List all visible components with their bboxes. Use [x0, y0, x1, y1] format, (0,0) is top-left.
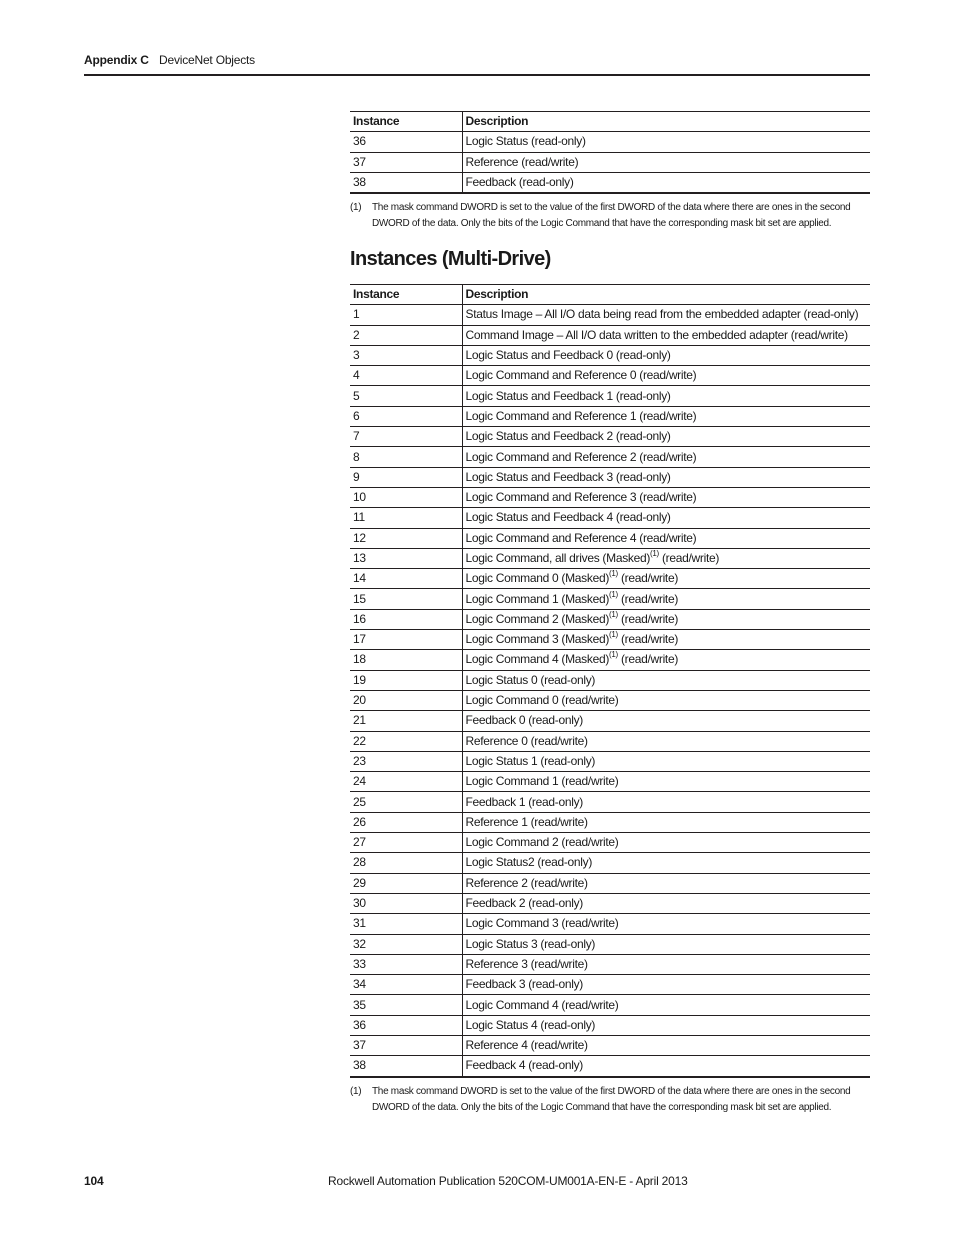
footnote-mark: (1): [350, 202, 362, 214]
description-cell: [462, 548, 870, 568]
table-header-row: [350, 285, 870, 305]
description-cell: [462, 630, 870, 650]
table-row: [350, 366, 870, 386]
description-text: Logic Status and Feedback 3 (read-only): [465, 469, 671, 484]
description-cell: [462, 487, 870, 507]
table-row: [350, 975, 870, 995]
description-cell: [462, 406, 870, 426]
description-text: Logic Status and Feedback 2 (read-only): [465, 429, 671, 444]
instance-cell: 11: [350, 508, 462, 528]
description-text: Logic Command and Reference 4 (read/write): [465, 530, 697, 545]
table-row: [350, 609, 870, 629]
description-cell: [462, 690, 870, 710]
table-row: [350, 833, 870, 853]
description-text: Reference (read/write): [465, 154, 579, 169]
description-text: Logic Status and Feedback 0 (read-only): [465, 348, 671, 363]
description-cell: [462, 650, 870, 670]
access-mode-text: (read/write): [617, 652, 679, 667]
table-row: [350, 995, 870, 1015]
description-cell: [462, 386, 870, 406]
description-text: Logic Command 1 (Masked): [465, 591, 610, 606]
column-header-description: Description: [462, 112, 870, 132]
table-row: [350, 132, 870, 152]
instance-cell: 18: [350, 650, 462, 670]
description-text: Feedback 3 (read-only): [465, 977, 583, 992]
page-number: 104: [84, 1174, 104, 1188]
instances-table-continued: [350, 111, 870, 194]
table-row: [350, 508, 870, 528]
footnote: [350, 1084, 870, 1116]
access-mode-text: (read/write): [617, 611, 679, 626]
instance-cell: 5: [350, 386, 462, 406]
instance-cell: 31: [350, 914, 462, 934]
instance-cell: 35: [350, 995, 462, 1015]
description-cell: [462, 670, 870, 690]
instance-cell: 8: [350, 447, 462, 467]
table-row: [350, 711, 870, 731]
table-row: [350, 569, 870, 589]
table-row: [350, 528, 870, 548]
description-text: Reference 0 (read/write): [465, 733, 588, 748]
column-header-instance: Instance: [350, 285, 462, 305]
description-cell: [462, 833, 870, 853]
description-text: Logic Command 4 (read/write): [465, 997, 619, 1012]
description-text: Logic Command 3 (Masked): [465, 632, 610, 647]
instance-cell: 10: [350, 487, 462, 507]
description-cell: [462, 528, 870, 548]
multi-drive-instances-table: [350, 284, 870, 1078]
appendix-label: Appendix C: [84, 53, 149, 67]
top-table-block: [350, 111, 870, 232]
description-text: Feedback 1 (read-only): [465, 794, 583, 809]
description-cell: [462, 995, 870, 1015]
instance-cell: 33: [350, 954, 462, 974]
access-mode-text: (read/write): [617, 632, 679, 647]
description-text: Logic Status2 (read-only): [465, 855, 593, 870]
description-cell: [462, 609, 870, 629]
footnote-reference: (1): [609, 650, 618, 660]
table-row: [350, 589, 870, 609]
instance-cell: 23: [350, 751, 462, 771]
description-cell: [462, 325, 870, 345]
table-row: [350, 325, 870, 345]
description-cell: [462, 1015, 870, 1035]
instance-cell: 6: [350, 406, 462, 426]
footnote: [350, 200, 870, 232]
description-cell: [462, 893, 870, 913]
instance-cell: 26: [350, 812, 462, 832]
description-text: Status Image – All I/O data being read from the embedded adapter (read-only): [465, 307, 859, 322]
section-title: Instances (Multi-Drive): [350, 248, 551, 270]
description-text: Logic Command and Reference 3 (read/write): [465, 490, 697, 505]
instance-cell: 36: [350, 132, 462, 152]
description-text: Logic Status 0 (read-only): [465, 672, 596, 687]
table-row: [350, 751, 870, 771]
description-text: Reference 1 (read/write): [465, 814, 588, 829]
page-header: [84, 52, 870, 76]
table-row: [350, 1035, 870, 1055]
instance-cell: 32: [350, 934, 462, 954]
table-row: [350, 731, 870, 751]
table-row: [350, 487, 870, 507]
description-cell: [462, 366, 870, 386]
description-cell: [462, 345, 870, 365]
description-text: Logic Command and Reference 2 (read/write): [465, 449, 697, 464]
instance-cell: 12: [350, 528, 462, 548]
table-row: [350, 914, 870, 934]
instance-cell: 34: [350, 975, 462, 995]
description-cell: [462, 772, 870, 792]
instance-cell: 9: [350, 467, 462, 487]
description-cell: [462, 731, 870, 751]
description-cell: [462, 792, 870, 812]
description-text: Logic Status 4 (read-only): [465, 1017, 596, 1032]
instance-cell: 3: [350, 345, 462, 365]
description-cell: [462, 447, 870, 467]
table-row: [350, 893, 870, 913]
table-row: [350, 152, 870, 172]
description-text: Logic Command and Reference 1 (read/write): [465, 408, 697, 423]
instance-cell: 4: [350, 366, 462, 386]
instance-cell: 25: [350, 792, 462, 812]
instance-cell: 38: [350, 172, 462, 193]
footnote-text: The mask command DWORD is set to the value of the first DWORD of the data where there are ones in the second DWORD of the data. Only the bits of the Logic Command that have the corresponding mask bit set are applied.: [372, 202, 851, 230]
table-row: [350, 386, 870, 406]
description-cell: [462, 132, 870, 152]
description-cell: [462, 812, 870, 832]
table-row: [350, 630, 870, 650]
instance-cell: 30: [350, 893, 462, 913]
table-row: [350, 650, 870, 670]
table-row: [350, 406, 870, 426]
column-header-description: Description: [462, 285, 870, 305]
description-text: Feedback (read-only): [465, 175, 574, 190]
description-text: Logic Command, all drives (Masked): [465, 551, 651, 565]
table-row: [350, 812, 870, 832]
table-row: [350, 670, 870, 690]
description-text: Feedback 4 (read-only): [465, 1058, 583, 1073]
instance-cell: 13: [350, 548, 462, 568]
instance-cell: 29: [350, 873, 462, 893]
column-header-instance: Instance: [350, 112, 462, 132]
description-text: Reference 3 (read/write): [465, 956, 588, 971]
description-cell: [462, 934, 870, 954]
description-text: Reference 4 (read/write): [465, 1038, 588, 1053]
description-cell: [462, 751, 870, 771]
table-row: [350, 1056, 870, 1077]
instance-cell: 7: [350, 427, 462, 447]
instance-cell: 36: [350, 1015, 462, 1035]
description-text: Logic Command 0 (Masked): [465, 571, 610, 586]
description-cell: [462, 853, 870, 873]
instance-cell: 27: [350, 833, 462, 853]
multi-drive-table-block: [350, 284, 870, 1116]
description-cell: [462, 152, 870, 172]
description-cell: [462, 873, 870, 893]
footnote-reference: (1): [609, 569, 618, 579]
publication-info: Rockwell Automation Publication 520COM-UM001A-EN-E - April 2013: [328, 1174, 688, 1188]
access-mode-text: (read/write): [617, 591, 679, 606]
description-text: Reference 2 (read/write): [465, 875, 588, 890]
description-text: Feedback 2 (read-only): [465, 896, 583, 911]
table-row: [350, 305, 870, 325]
description-text: Logic Command and Reference 0 (read/write): [465, 368, 697, 383]
instance-cell: 14: [350, 569, 462, 589]
instance-cell: 16: [350, 609, 462, 629]
description-cell: [462, 508, 870, 528]
description-text: Logic Command 3 (read/write): [465, 916, 619, 931]
table-row: [350, 934, 870, 954]
description-cell: [462, 305, 870, 325]
description-text: Logic Command 1 (read/write): [465, 774, 619, 789]
table-row: [350, 792, 870, 812]
table-row: [350, 1015, 870, 1035]
description-text: Logic Status and Feedback 1 (read-only): [465, 388, 671, 403]
instance-cell: 37: [350, 152, 462, 172]
description-cell: [462, 975, 870, 995]
description-text: Logic Command 0 (read/write): [465, 693, 619, 708]
description-cell: [462, 1056, 870, 1077]
table-row: [350, 772, 870, 792]
footnote-text: The mask command DWORD is set to the value of the first DWORD of the data where there are ones in the second DWORD of the data. Only the bits of the Logic Command that have the corresponding mask bit set are applied.: [372, 1085, 851, 1113]
access-mode-text: (read/write): [617, 571, 679, 586]
description-text: Logic Status (read-only): [465, 134, 586, 149]
description-cell: [462, 954, 870, 974]
description-cell: [462, 427, 870, 447]
access-mode-text: (read/write): [658, 551, 720, 565]
description-text: Logic Status 3 (read-only): [465, 936, 596, 951]
table-row: [350, 345, 870, 365]
table-body: [350, 132, 870, 193]
instance-cell: 2: [350, 325, 462, 345]
description-cell: [462, 589, 870, 609]
table-body: [350, 305, 870, 1077]
table-row: [350, 853, 870, 873]
description-text: Feedback 0 (read-only): [465, 713, 583, 728]
description-text: Logic Command 2 (Masked): [465, 611, 610, 626]
description-cell: [462, 914, 870, 934]
instance-cell: 17: [350, 630, 462, 650]
description-text: Logic Command 4 (Masked): [465, 652, 610, 667]
description-text: Logic Command 2 (read/write): [465, 835, 619, 850]
footnote-reference: (1): [609, 630, 618, 640]
footnote-reference: (1): [609, 589, 618, 599]
description-text: Logic Status and Feedback 4 (read-only): [465, 510, 671, 525]
description-cell: [462, 569, 870, 589]
instance-cell: 20: [350, 690, 462, 710]
footnote-mark: (1): [350, 1085, 362, 1097]
footnote-reference: (1): [650, 549, 659, 558]
table-row: [350, 548, 870, 568]
table-row: [350, 172, 870, 193]
chapter-title: DeviceNet Objects: [159, 53, 255, 67]
description-text: Command Image – All I/O data written to the embedded adapter (read/write): [465, 327, 848, 342]
instance-cell: 19: [350, 670, 462, 690]
table-row: [350, 873, 870, 893]
instance-cell: 15: [350, 589, 462, 609]
table-row: [350, 690, 870, 710]
instance-cell: 37: [350, 1035, 462, 1055]
footnote-reference: (1): [609, 609, 618, 619]
instance-cell: 21: [350, 711, 462, 731]
instance-cell: 28: [350, 853, 462, 873]
table-header-row: [350, 112, 870, 132]
description-text: Logic Status 1 (read-only): [465, 753, 596, 768]
description-cell: [462, 711, 870, 731]
instance-cell: 24: [350, 772, 462, 792]
description-cell: [462, 1035, 870, 1055]
description-cell: [462, 172, 870, 193]
description-cell: [462, 467, 870, 487]
table-row: [350, 954, 870, 974]
table-row: [350, 467, 870, 487]
instance-cell: 1: [350, 305, 462, 325]
table-row: [350, 447, 870, 467]
instance-cell: 22: [350, 731, 462, 751]
table-row: [350, 427, 870, 447]
instance-cell: 38: [350, 1056, 462, 1077]
